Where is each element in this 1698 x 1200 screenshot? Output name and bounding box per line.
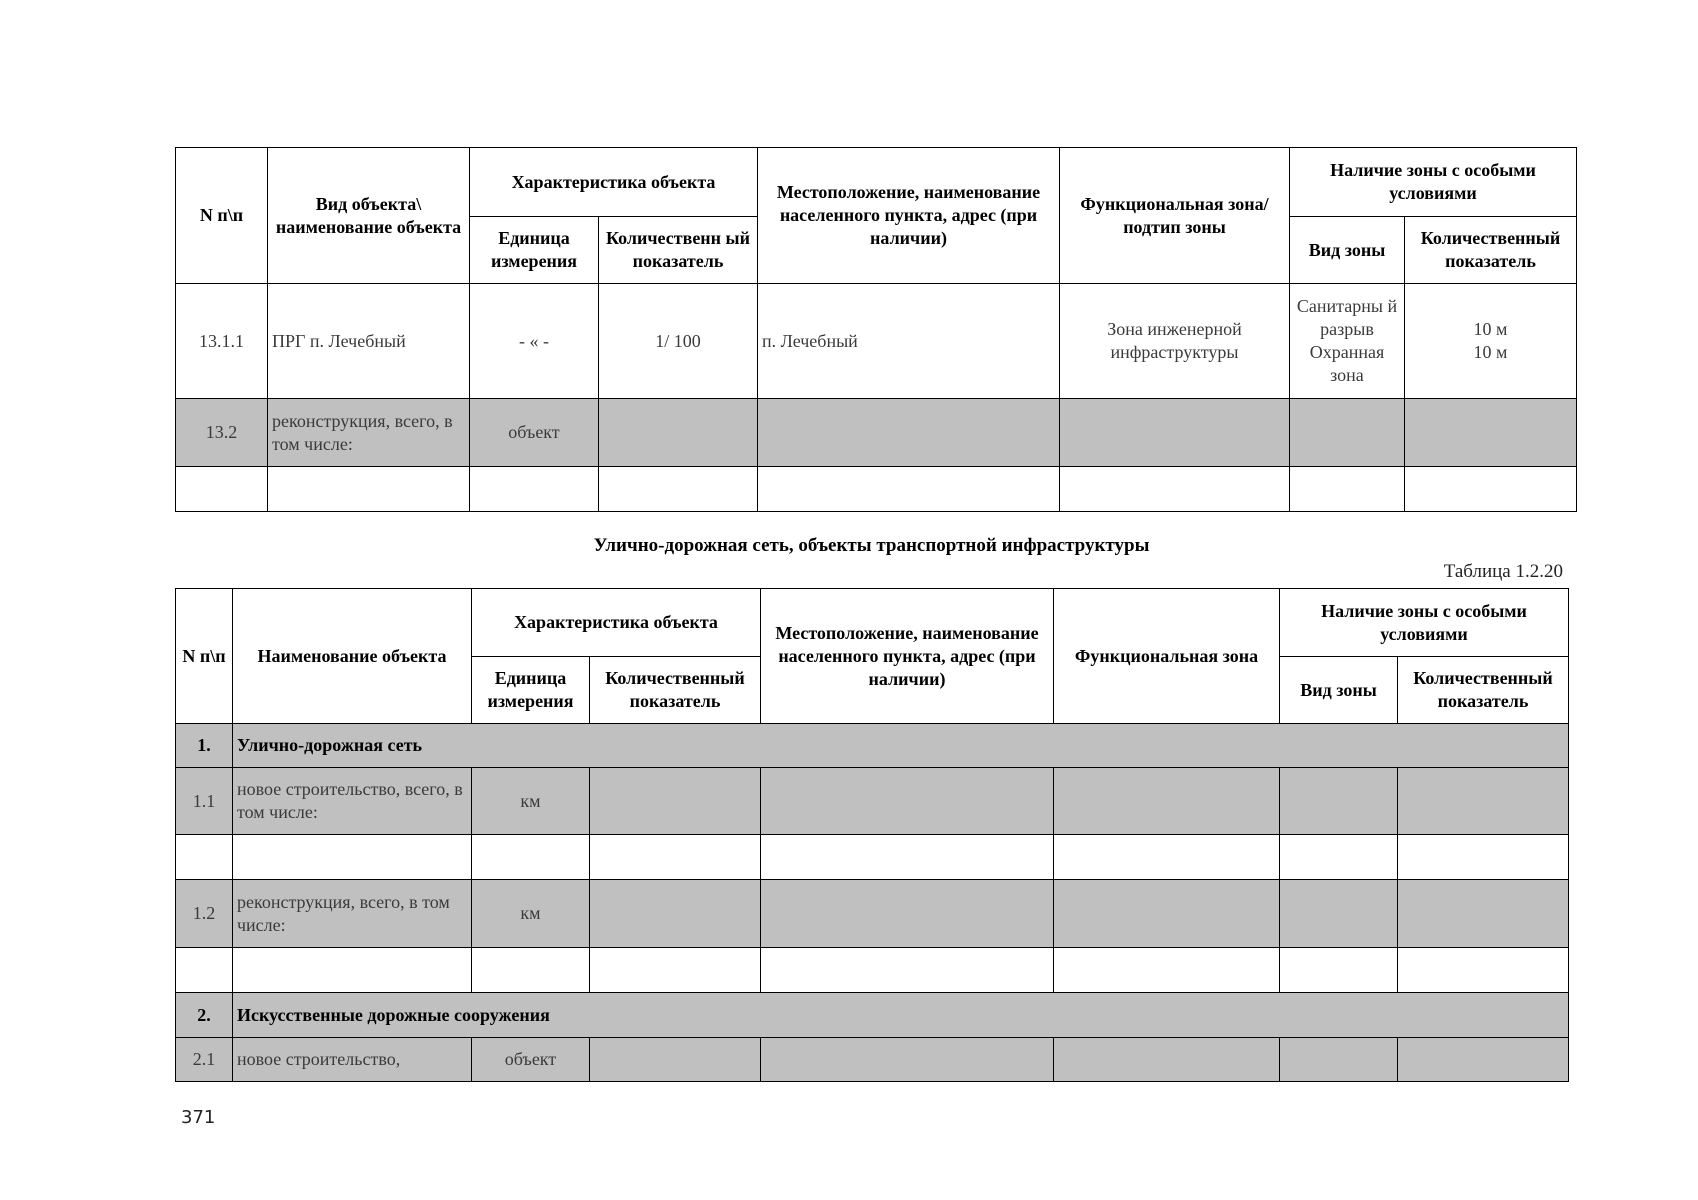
table-row [176,768,1569,835]
cell-num: 13.2 [176,399,268,467]
table-row-empty [176,467,1577,512]
cell-zone-type [1290,399,1405,467]
header-quantity: Количественный показатель [590,657,761,724]
header-zone-type: Вид зоны [1280,657,1398,724]
header-zone: Функциональная зона [1054,589,1280,724]
cell-quantity [599,399,758,467]
cell-unit: км [472,880,590,948]
header-zone-type: Вид зоны [1290,217,1405,284]
header-characteristic: Характеристика объекта [470,148,758,217]
section-row [176,724,1569,768]
header-quantity: Количественн ый показатель [599,217,758,284]
section-row [176,993,1569,1038]
section-num: 2. [176,993,233,1038]
cell-zone-quantity: 10 м 10 м [1405,284,1577,399]
header-type-name: Вид объекта\ наименование объекта [268,148,470,284]
cell-unit: объект [472,1038,590,1082]
cell-name: новое строительство, [233,1038,472,1082]
cell-name: ПРГ п. Лечебный [268,284,470,399]
cell-num: 1.1 [176,768,233,835]
header-name: Наименование объекта [233,589,472,724]
cell-unit: км [472,768,590,835]
header-zone: Функциональная зона/ подтип зоны [1060,148,1290,284]
table-1 [175,147,1577,512]
cell-name: новое строительство, всего, в том числе: [233,768,472,835]
table-number: Таблица 1.2.20 [1443,561,1563,582]
cell-num: 1.2 [176,880,233,948]
cell-quantity: 1/ 100 [599,284,758,399]
cell-unit: - « - [470,284,599,399]
header-location: Местоположение, наименование населенного пункта, адрес (при наличии) [761,589,1054,724]
page-number: 371 [181,1107,216,1128]
section-title: Улично-дорожная сеть [233,724,1569,768]
table-row-empty [176,835,1569,880]
table-row [176,284,1577,399]
cell-name: реконструкция, всего, в том числе: [268,399,470,467]
header-zone-quantity: Количественный показатель [1398,657,1569,724]
table-row [176,399,1577,467]
header-num: N п\п [176,148,268,284]
header-unit: Единица измерения [472,657,590,724]
table-2 [175,588,1569,1082]
header-num: N п\п [176,589,233,724]
header-special-zone: Наличие зоны с особыми условиями [1280,589,1569,657]
table-caption: Улично-дорожная сеть, объекты транспортной инфраструктуры [593,535,1150,556]
header-characteristic: Характеристика объекта [472,589,761,657]
cell-unit: объект [470,399,599,467]
cell-location: п. Лечебный [758,284,1060,399]
section-num: 1. [176,724,233,768]
cell-zone-quantity [1405,399,1577,467]
table-row [176,1038,1569,1082]
header-unit: Единица измерения [470,217,599,284]
table-row [176,880,1569,948]
section-title: Искусственные дорожные сооружения [233,993,1569,1038]
header-zone-quantity: Количественный показатель [1405,217,1577,284]
cell-name: реконструкция, всего, в том числе: [233,880,472,948]
header-location: Местоположение, наименование населенного пункта, адрес (при наличии) [758,148,1060,284]
header-special-zone: Наличие зоны с особыми условиями [1290,148,1577,217]
cell-location [758,399,1060,467]
cell-num: 13.1.1 [176,284,268,399]
cell-num: 2.1 [176,1038,233,1082]
cell-zone: Зона инженерной инфраструктуры [1060,284,1290,399]
cell-zone-type: Санитарны й разрыв Охранная зона [1290,284,1405,399]
table-row-empty [176,948,1569,993]
cell-zone [1060,399,1290,467]
